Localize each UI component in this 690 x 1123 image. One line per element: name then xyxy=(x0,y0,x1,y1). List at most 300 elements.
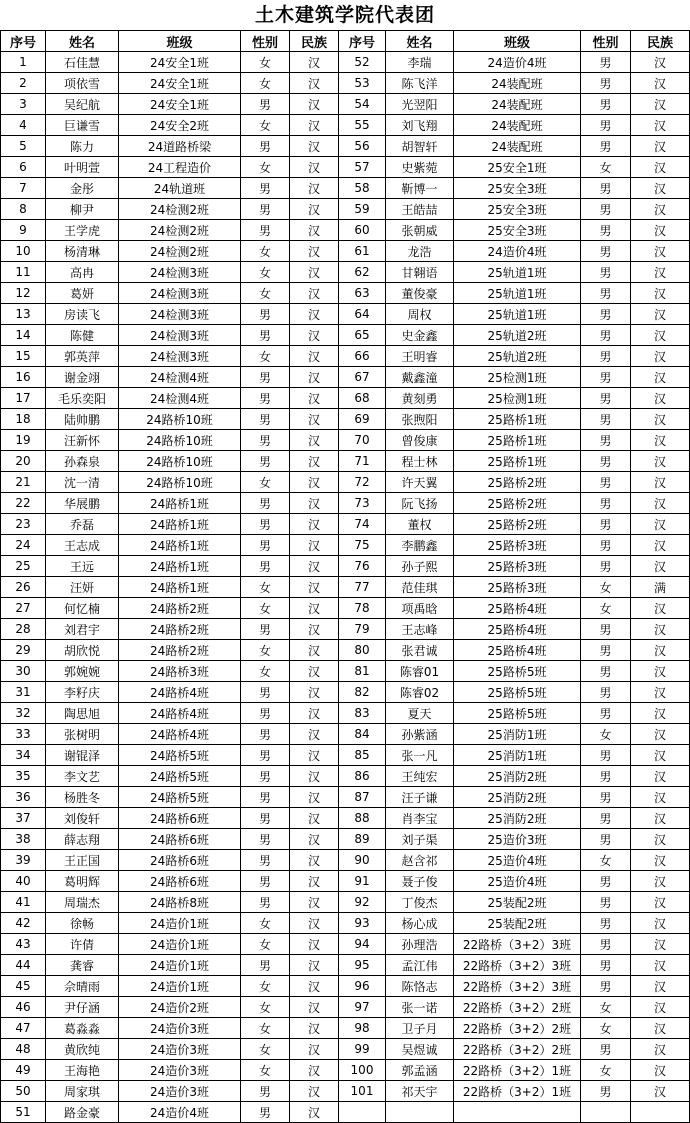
cell-ethnicity-right: 汉 xyxy=(631,1081,690,1102)
table-row xyxy=(1,598,690,619)
cell-gender-right: 男 xyxy=(581,640,631,661)
cell-seq: 11 xyxy=(1,262,46,283)
cell-seq-right: 86 xyxy=(339,766,386,787)
cell-class-right: 22路桥（3+2）2班 xyxy=(454,1039,581,1060)
cell-class-right: 25造价4班 xyxy=(454,871,581,892)
cell-name-right: 董俊豪 xyxy=(386,283,454,304)
cell-ethnicity-right: 汉 xyxy=(631,430,690,451)
table-row xyxy=(1,115,690,136)
cell-name: 胡欣悦 xyxy=(46,640,119,661)
cell-name-right: 程士林 xyxy=(386,451,454,472)
cell-seq-right xyxy=(339,1102,386,1123)
cell-gender: 男 xyxy=(241,430,290,451)
cell-class: 24路桥10班 xyxy=(119,430,241,451)
cell-seq: 13 xyxy=(1,304,46,325)
cell-ethnicity-right: 汉 xyxy=(631,661,690,682)
cell-ethnicity: 汉 xyxy=(290,367,339,388)
cell-name: 杨胜冬 xyxy=(46,787,119,808)
cell-name-right: 陈恪志 xyxy=(386,976,454,997)
cell-class-right: 25检测1班 xyxy=(454,367,581,388)
cell-gender-right: 男 xyxy=(581,241,631,262)
cell-class-right: 25检测1班 xyxy=(454,388,581,409)
cell-class: 24检测3班 xyxy=(119,346,241,367)
cell-gender-right: 女 xyxy=(581,997,631,1018)
cell-gender-right: 男 xyxy=(581,955,631,976)
cell-gender: 女 xyxy=(241,577,290,598)
cell-class: 24造价3班 xyxy=(119,1018,241,1039)
cell-ethnicity: 汉 xyxy=(290,703,339,724)
cell-ethnicity-right xyxy=(631,1102,690,1123)
cell-ethnicity-right: 汉 xyxy=(631,136,690,157)
cell-ethnicity-right: 汉 xyxy=(631,724,690,745)
cell-gender: 男 xyxy=(241,325,290,346)
cell-seq-right: 67 xyxy=(339,367,386,388)
cell-name: 路金豪 xyxy=(46,1102,119,1123)
cell-class: 24造价3班 xyxy=(119,1081,241,1102)
cell-name: 许倩 xyxy=(46,934,119,955)
cell-name-right: 聂子俊 xyxy=(386,871,454,892)
cell-gender: 男 xyxy=(241,367,290,388)
cell-ethnicity: 汉 xyxy=(290,409,339,430)
cell-ethnicity: 汉 xyxy=(290,661,339,682)
cell-ethnicity-right: 汉 xyxy=(631,913,690,934)
cell-gender: 男 xyxy=(241,451,290,472)
cell-name-right: 靳博一 xyxy=(386,178,454,199)
cell-name: 薛志翔 xyxy=(46,829,119,850)
cell-class: 24路桥2班 xyxy=(119,619,241,640)
cell-class: 24路桥1班 xyxy=(119,493,241,514)
cell-gender: 女 xyxy=(241,241,290,262)
cell-class-right: 25路桥5班 xyxy=(454,703,581,724)
cell-name: 陈力 xyxy=(46,136,119,157)
cell-ethnicity: 汉 xyxy=(290,514,339,535)
cell-ethnicity: 汉 xyxy=(290,241,339,262)
cell-class: 24路桥1班 xyxy=(119,556,241,577)
cell-seq-right: 54 xyxy=(339,94,386,115)
cell-gender: 男 xyxy=(241,955,290,976)
header-cell-class: 班级 xyxy=(119,31,241,52)
cell-gender: 男 xyxy=(241,850,290,871)
cell-seq: 4 xyxy=(1,115,46,136)
header-row xyxy=(1,31,690,52)
cell-seq: 28 xyxy=(1,619,46,640)
cell-name-right: 陈睿02 xyxy=(386,682,454,703)
table-row xyxy=(1,409,690,430)
header-cell-class-right: 班级 xyxy=(454,31,581,52)
table-row xyxy=(1,73,690,94)
header-cell-gender-right: 性别 xyxy=(581,31,631,52)
cell-name-right: 陈睿01 xyxy=(386,661,454,682)
cell-name-right: 赵含祁 xyxy=(386,850,454,871)
cell-class: 24路桥4班 xyxy=(119,682,241,703)
cell-ethnicity: 汉 xyxy=(290,262,339,283)
cell-class: 24安全2班 xyxy=(119,115,241,136)
cell-class-right: 25路桥5班 xyxy=(454,661,581,682)
cell-ethnicity: 汉 xyxy=(290,850,339,871)
cell-class: 24路桥4班 xyxy=(119,724,241,745)
cell-class-right: 25消防2班 xyxy=(454,766,581,787)
cell-gender-right: 男 xyxy=(581,94,631,115)
cell-ethnicity-right: 汉 xyxy=(631,535,690,556)
cell-name-right: 汪子谦 xyxy=(386,787,454,808)
cell-seq: 36 xyxy=(1,787,46,808)
cell-class-right: 22路桥（3+2）1班 xyxy=(454,1081,581,1102)
cell-seq-right: 73 xyxy=(339,493,386,514)
cell-gender: 男 xyxy=(241,304,290,325)
cell-name: 陶思旭 xyxy=(46,703,119,724)
cell-gender: 男 xyxy=(241,514,290,535)
cell-name: 刘君宇 xyxy=(46,619,119,640)
cell-class: 24造价1班 xyxy=(119,934,241,955)
cell-seq: 34 xyxy=(1,745,46,766)
cell-gender-right: 男 xyxy=(581,199,631,220)
cell-seq-right: 81 xyxy=(339,661,386,682)
cell-name-right: 王纯宏 xyxy=(386,766,454,787)
cell-ethnicity-right: 汉 xyxy=(631,976,690,997)
cell-seq-right: 91 xyxy=(339,871,386,892)
header-cell-ethnicity: 民族 xyxy=(290,31,339,52)
cell-ethnicity-right: 汉 xyxy=(631,493,690,514)
cell-class-right: 25路桥1班 xyxy=(454,451,581,472)
roster-body xyxy=(1,52,690,1123)
cell-ethnicity: 汉 xyxy=(290,472,339,493)
cell-gender-right: 男 xyxy=(581,388,631,409)
cell-ethnicity: 汉 xyxy=(290,73,339,94)
cell-gender: 男 xyxy=(241,220,290,241)
cell-gender: 女 xyxy=(241,1060,290,1081)
cell-gender: 男 xyxy=(241,409,290,430)
cell-ethnicity-right: 汉 xyxy=(631,199,690,220)
cell-name: 汪妍 xyxy=(46,577,119,598)
cell-gender: 男 xyxy=(241,829,290,850)
cell-ethnicity: 汉 xyxy=(290,766,339,787)
cell-class: 24检测4班 xyxy=(119,388,241,409)
table-row xyxy=(1,703,690,724)
cell-seq: 14 xyxy=(1,325,46,346)
cell-seq-right: 65 xyxy=(339,325,386,346)
cell-gender-right: 女 xyxy=(581,724,631,745)
table-row xyxy=(1,724,690,745)
cell-name: 龚睿 xyxy=(46,955,119,976)
cell-ethnicity: 汉 xyxy=(290,283,339,304)
cell-seq-right: 72 xyxy=(339,472,386,493)
cell-class: 24路桥2班 xyxy=(119,640,241,661)
cell-gender: 女 xyxy=(241,283,290,304)
cell-class: 24路桥8班 xyxy=(119,892,241,913)
cell-seq-right: 89 xyxy=(339,829,386,850)
cell-ethnicity: 汉 xyxy=(290,1039,339,1060)
cell-class: 24路桥6班 xyxy=(119,829,241,850)
cell-name: 吴纪航 xyxy=(46,94,119,115)
cell-class: 24造价1班 xyxy=(119,955,241,976)
cell-gender-right: 男 xyxy=(581,262,631,283)
cell-seq: 7 xyxy=(1,178,46,199)
cell-ethnicity-right: 汉 xyxy=(631,556,690,577)
cell-name-right: 丁俊杰 xyxy=(386,892,454,913)
cell-seq-right: 83 xyxy=(339,703,386,724)
cell-class: 24工程造价 xyxy=(119,157,241,178)
cell-name-right: 张一诺 xyxy=(386,997,454,1018)
cell-gender-right: 男 xyxy=(581,430,631,451)
cell-ethnicity: 汉 xyxy=(290,1018,339,1039)
cell-gender: 女 xyxy=(241,346,290,367)
cell-ethnicity: 汉 xyxy=(290,1060,339,1081)
cell-gender-right: 男 xyxy=(581,493,631,514)
table-row xyxy=(1,136,690,157)
cell-name-right: 王明睿 xyxy=(386,346,454,367)
cell-name-right: 范佳琪 xyxy=(386,577,454,598)
cell-class: 24路桥2班 xyxy=(119,598,241,619)
cell-ethnicity: 汉 xyxy=(290,619,339,640)
cell-class-right: 25轨道1班 xyxy=(454,304,581,325)
cell-seq: 39 xyxy=(1,850,46,871)
cell-seq-right: 76 xyxy=(339,556,386,577)
cell-ethnicity: 汉 xyxy=(290,451,339,472)
cell-gender: 男 xyxy=(241,703,290,724)
table-row xyxy=(1,1039,690,1060)
cell-gender: 男 xyxy=(241,619,290,640)
cell-seq: 10 xyxy=(1,241,46,262)
cell-ethnicity-right: 汉 xyxy=(631,472,690,493)
cell-ethnicity: 汉 xyxy=(290,178,339,199)
cell-class: 24路桥1班 xyxy=(119,535,241,556)
cell-name-right: 戴鑫潼 xyxy=(386,367,454,388)
cell-gender-right: 男 xyxy=(581,976,631,997)
cell-name: 葛明辉 xyxy=(46,871,119,892)
cell-class-right: 25装配2班 xyxy=(454,913,581,934)
cell-ethnicity: 汉 xyxy=(290,577,339,598)
cell-seq: 44 xyxy=(1,955,46,976)
cell-seq-right: 90 xyxy=(339,850,386,871)
cell-name-right: 刘飞翔 xyxy=(386,115,454,136)
cell-seq: 50 xyxy=(1,1081,46,1102)
cell-class-right: 25消防2班 xyxy=(454,787,581,808)
cell-ethnicity: 汉 xyxy=(290,682,339,703)
cell-seq-right: 63 xyxy=(339,283,386,304)
cell-gender: 女 xyxy=(241,52,290,73)
cell-name-right: 张朝威 xyxy=(386,220,454,241)
table-row xyxy=(1,241,690,262)
table-row xyxy=(1,913,690,934)
cell-seq: 38 xyxy=(1,829,46,850)
cell-class: 24造价3班 xyxy=(119,1039,241,1060)
cell-name: 毛乐奕阳 xyxy=(46,388,119,409)
cell-seq: 24 xyxy=(1,535,46,556)
cell-gender: 男 xyxy=(241,94,290,115)
cell-name-right: 孙理浩 xyxy=(386,934,454,955)
cell-name-right: 张一凡 xyxy=(386,745,454,766)
cell-seq: 48 xyxy=(1,1039,46,1060)
cell-class: 24路桥5班 xyxy=(119,787,241,808)
table-row xyxy=(1,388,690,409)
cell-name: 沈一清 xyxy=(46,472,119,493)
cell-ethnicity: 汉 xyxy=(290,976,339,997)
cell-class-right: 25安全3班 xyxy=(454,178,581,199)
cell-name-right: 孙子熙 xyxy=(386,556,454,577)
cell-name: 叶明萱 xyxy=(46,157,119,178)
cell-name: 王远 xyxy=(46,556,119,577)
table-row xyxy=(1,325,690,346)
cell-seq-right: 66 xyxy=(339,346,386,367)
cell-class-right: 25路桥3班 xyxy=(454,577,581,598)
cell-ethnicity-right: 汉 xyxy=(631,73,690,94)
cell-ethnicity: 汉 xyxy=(290,430,339,451)
cell-ethnicity: 汉 xyxy=(290,787,339,808)
cell-gender: 男 xyxy=(241,556,290,577)
cell-gender: 女 xyxy=(241,640,290,661)
cell-gender: 女 xyxy=(241,598,290,619)
cell-ethnicity: 汉 xyxy=(290,724,339,745)
cell-ethnicity-right: 汉 xyxy=(631,703,690,724)
cell-seq-right: 82 xyxy=(339,682,386,703)
cell-seq: 45 xyxy=(1,976,46,997)
cell-name-right: 董权 xyxy=(386,514,454,535)
cell-gender: 女 xyxy=(241,1039,290,1060)
cell-ethnicity: 汉 xyxy=(290,808,339,829)
cell-gender: 女 xyxy=(241,262,290,283)
cell-gender-right: 男 xyxy=(581,913,631,934)
cell-ethnicity-right: 汉 xyxy=(631,850,690,871)
cell-class-right: 25轨道2班 xyxy=(454,346,581,367)
cell-name-right: 黄刻勇 xyxy=(386,388,454,409)
cell-name: 何忆楠 xyxy=(46,598,119,619)
cell-gender: 女 xyxy=(241,472,290,493)
cell-seq: 46 xyxy=(1,997,46,1018)
cell-name: 郭婉婉 xyxy=(46,661,119,682)
table-row xyxy=(1,682,690,703)
cell-name: 孙森泉 xyxy=(46,451,119,472)
cell-class: 24检测3班 xyxy=(119,304,241,325)
cell-gender-right: 男 xyxy=(581,682,631,703)
cell-class: 24路桥4班 xyxy=(119,703,241,724)
cell-ethnicity: 汉 xyxy=(290,325,339,346)
cell-ethnicity-right: 汉 xyxy=(631,829,690,850)
cell-gender-right: 女 xyxy=(581,157,631,178)
cell-name-right: 项禹晗 xyxy=(386,598,454,619)
cell-seq-right: 59 xyxy=(339,199,386,220)
cell-ethnicity: 汉 xyxy=(290,640,339,661)
cell-name: 陈健 xyxy=(46,325,119,346)
cell-ethnicity-right: 汉 xyxy=(631,955,690,976)
cell-seq-right: 100 xyxy=(339,1060,386,1081)
cell-gender: 男 xyxy=(241,745,290,766)
cell-class-right: 25造价3班 xyxy=(454,829,581,850)
cell-class-right: 25路桥1班 xyxy=(454,430,581,451)
cell-class-right: 22路桥（3+2）3班 xyxy=(454,934,581,955)
cell-name: 汪新怀 xyxy=(46,430,119,451)
cell-class: 24安全1班 xyxy=(119,94,241,115)
cell-gender-right: 男 xyxy=(581,220,631,241)
cell-class: 24路桥6班 xyxy=(119,850,241,871)
cell-gender-right: 女 xyxy=(581,850,631,871)
cell-gender-right: 男 xyxy=(581,556,631,577)
cell-name-right: 史金鑫 xyxy=(386,325,454,346)
cell-class-right: 25轨道2班 xyxy=(454,325,581,346)
cell-gender: 女 xyxy=(241,913,290,934)
cell-class-right: 24装配班 xyxy=(454,73,581,94)
cell-seq: 32 xyxy=(1,703,46,724)
cell-class-right: 25安全1班 xyxy=(454,157,581,178)
cell-ethnicity-right: 汉 xyxy=(631,304,690,325)
cell-class-right: 24装配班 xyxy=(454,136,581,157)
cell-name: 王正国 xyxy=(46,850,119,871)
cell-gender: 女 xyxy=(241,661,290,682)
cell-seq: 23 xyxy=(1,514,46,535)
cell-class: 24道路桥梁 xyxy=(119,136,241,157)
cell-seq-right: 92 xyxy=(339,892,386,913)
cell-name: 徐畅 xyxy=(46,913,119,934)
cell-seq-right: 75 xyxy=(339,535,386,556)
cell-seq: 27 xyxy=(1,598,46,619)
cell-gender: 女 xyxy=(241,115,290,136)
cell-name: 李籽庆 xyxy=(46,682,119,703)
cell-gender-right: 男 xyxy=(581,1081,631,1102)
cell-name: 李文艺 xyxy=(46,766,119,787)
table-row xyxy=(1,955,690,976)
cell-seq-right: 61 xyxy=(339,241,386,262)
cell-gender-right: 男 xyxy=(581,346,631,367)
cell-name: 佘晴雨 xyxy=(46,976,119,997)
cell-class-right: 25路桥1班 xyxy=(454,409,581,430)
cell-seq: 19 xyxy=(1,430,46,451)
cell-name-right: 史紫菀 xyxy=(386,157,454,178)
header-cell-name: 姓名 xyxy=(46,31,119,52)
cell-name-right: 周权 xyxy=(386,304,454,325)
cell-ethnicity: 汉 xyxy=(290,199,339,220)
cell-gender-right: 男 xyxy=(581,304,631,325)
cell-class: 24安全1班 xyxy=(119,52,241,73)
cell-seq: 18 xyxy=(1,409,46,430)
table-row xyxy=(1,430,690,451)
cell-class: 24路桥10班 xyxy=(119,409,241,430)
table-row xyxy=(1,367,690,388)
cell-ethnicity-right: 汉 xyxy=(631,94,690,115)
cell-gender-right: 男 xyxy=(581,451,631,472)
cell-ethnicity: 汉 xyxy=(290,136,339,157)
cell-ethnicity: 汉 xyxy=(290,598,339,619)
cell-seq-right: 94 xyxy=(339,934,386,955)
cell-ethnicity-right: 汉 xyxy=(631,409,690,430)
cell-ethnicity-right: 汉 xyxy=(631,178,690,199)
cell-ethnicity: 汉 xyxy=(290,493,339,514)
document-title: 土木建筑学院代表团 xyxy=(254,4,435,26)
cell-ethnicity: 汉 xyxy=(290,871,339,892)
cell-ethnicity-right: 汉 xyxy=(631,115,690,136)
table-row xyxy=(1,787,690,808)
cell-class-right: 25路桥3班 xyxy=(454,535,581,556)
cell-class: 24路桥6班 xyxy=(119,871,241,892)
cell-ethnicity-right: 汉 xyxy=(631,997,690,1018)
cell-name-right: 杨心成 xyxy=(386,913,454,934)
cell-seq: 29 xyxy=(1,640,46,661)
cell-name-right: 曾俊康 xyxy=(386,430,454,451)
table-row xyxy=(1,346,690,367)
table-row xyxy=(1,997,690,1018)
cell-class-right: 22路桥（3+2）2班 xyxy=(454,997,581,1018)
cell-class-right: 25安全3班 xyxy=(454,199,581,220)
cell-name: 高冉 xyxy=(46,262,119,283)
header-cell-name-right: 姓名 xyxy=(386,31,454,52)
cell-gender-right: 男 xyxy=(581,619,631,640)
cell-ethnicity-right: 汉 xyxy=(631,934,690,955)
cell-class-right: 22路桥（3+2）2班 xyxy=(454,1018,581,1039)
cell-gender-right: 男 xyxy=(581,535,631,556)
cell-class: 24造价4班 xyxy=(119,1102,241,1123)
cell-gender: 男 xyxy=(241,682,290,703)
cell-ethnicity: 汉 xyxy=(290,892,339,913)
table-row xyxy=(1,472,690,493)
cell-name: 项依雪 xyxy=(46,73,119,94)
